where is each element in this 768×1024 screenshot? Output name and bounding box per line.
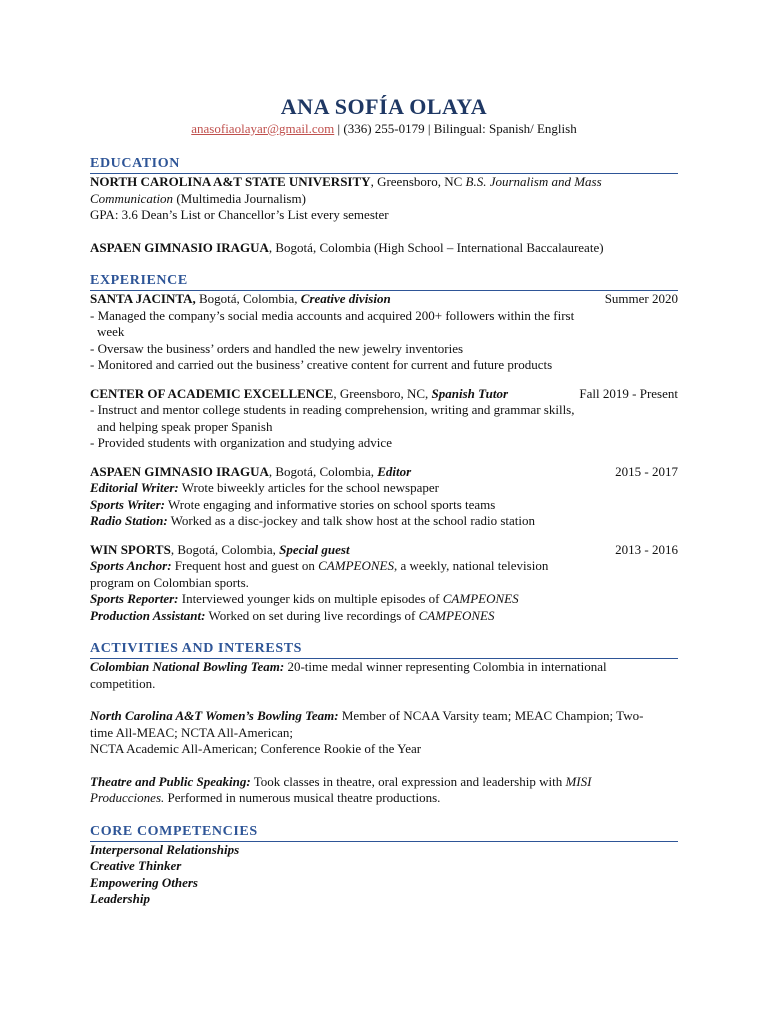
activity-item <box>90 774 678 807</box>
duty-line <box>90 558 678 591</box>
activity-label: North Carolina A&T Women’s Bowling Team: <box>90 708 339 723</box>
bullet: - Oversaw the business’ orders and handled the new jewelry inventories <box>90 340 464 356</box>
email-link[interactable]: anasofiaolayar@gmail.com <box>191 121 335 136</box>
duty-text: Frequent host and guest on <box>171 558 319 573</box>
duty-line <box>90 513 678 530</box>
org-name: WIN SPORTS <box>90 541 171 557</box>
org-name: SANTA JACINTA, <box>90 291 196 306</box>
duty-line <box>90 480 678 497</box>
activity-label: Theatre and Public Speaking: <box>90 773 251 789</box>
competency-item: Interpersonal Relationships <box>90 841 240 857</box>
bullet: - Instruct and mentor college students in reading comprehension, writing and grammar skills, and helping speak proper Spanish <box>90 402 575 434</box>
org-location: , Bogotá, Colombia, <box>170 541 280 557</box>
activity-text: Performed in numerous musical theatre productions. <box>164 790 441 805</box>
activity-item <box>90 659 678 692</box>
activity-text: Took classes in theatre, oral expression and leadership with <box>250 773 566 789</box>
duty-line <box>90 608 678 625</box>
duty-label: Sports Writer: <box>90 496 166 512</box>
school-name: ASPAEN GIMNASIO IRAGUA <box>90 239 269 255</box>
org-location: , Greensboro, NC, <box>333 385 432 401</box>
job-date: 2015 - 2017 <box>615 463 678 479</box>
education-heading: EDUCATION <box>90 155 678 174</box>
activity-item <box>90 708 678 741</box>
duty-label: Sports Reporter: <box>90 591 179 606</box>
job-header <box>90 386 678 403</box>
competency-item: Leadership <box>90 891 150 906</box>
activity-text: Member of NCAA Varsity team; MEAC Champion; Two-time All-MEAC; NCTA All-American; <box>90 708 644 740</box>
education-entry-2 <box>90 240 678 257</box>
experience-heading: EXPERIENCE <box>90 272 678 291</box>
show-title: CAMPEONES <box>442 591 519 606</box>
school-location: , Greensboro, NC <box>370 174 466 189</box>
school-details: , Bogotá, Colombia (High School – International Baccalaureate) <box>268 239 604 255</box>
duty-label: Editorial Writer: <box>90 480 179 495</box>
candidate-name: ANA SOFÍA OLAYA <box>280 94 488 119</box>
duty-text: Wrote biweekly articles for the school newspaper <box>178 480 439 495</box>
competency-item: Creative Thinker <box>90 858 182 873</box>
role: Spanish Tutor <box>431 385 509 401</box>
org-name: ASPAEN GIMNASIO IRAGUA <box>90 463 269 479</box>
resume-body <box>90 155 678 908</box>
competency-item: Empowering Others <box>90 874 198 890</box>
contact-line <box>0 121 768 137</box>
job-date: Summer 2020 <box>604 291 678 306</box>
org-name: CENTER OF ACADEMIC EXCELLENCE <box>90 385 334 401</box>
job-header <box>90 291 678 308</box>
role: Special guest <box>279 541 350 557</box>
duty-line <box>90 497 678 514</box>
duty-label: Production Assistant: <box>90 607 206 623</box>
role: Editor <box>377 463 412 479</box>
job-header <box>90 542 678 559</box>
duty-text: , a weekly, national television program on Colombian sports. <box>90 558 549 590</box>
job-date: 2013 - 2016 <box>615 541 678 557</box>
school-name: NORTH CAROLINA A&T STATE UNIVERSITY <box>90 174 371 189</box>
role: Creative division <box>300 291 391 306</box>
degree: B.S. Journalism and Mass Communication <box>90 174 602 206</box>
show-title: CAMPEONES <box>418 607 495 623</box>
concentration: (Multimedia Journalism) <box>173 190 306 206</box>
bullet: - Managed the company’s social media accounts and acquired 200+ followers within the first week <box>90 307 575 339</box>
activities-heading: ACTIVITIES AND INTERESTS <box>90 640 678 659</box>
job-date: Fall 2019 - Present <box>579 385 678 401</box>
duty-line <box>90 591 678 608</box>
activity-label: Colombian National Bowling Team: <box>90 659 285 674</box>
bullet: - Monitored and carried out the business’ creative content for current and future products <box>90 357 553 372</box>
duty-label: Radio Station: <box>90 513 168 528</box>
activity-line: NCTA Academic All-American; Conference Rookie of the Year <box>90 741 422 756</box>
bullet: - Provided students with organization and studying advice <box>90 435 392 450</box>
org-location: Bogotá, Colombia, <box>195 291 301 306</box>
contact-details: | (336) 255-0179 | Bilingual: Spanish/ English <box>334 121 577 136</box>
education-entry-1 <box>90 174 678 207</box>
duty-text: Worked on set during live recordings of <box>205 607 419 623</box>
competencies-heading: CORE COMPETENCIES <box>90 823 678 842</box>
gpa: GPA: 3.6 Dean’s List or Chancellor’s List every semester <box>90 207 389 222</box>
org-location: , Bogotá, Colombia, <box>268 463 378 479</box>
duty-label: Sports Anchor: <box>90 558 172 573</box>
show-title: CAMPEONES <box>318 558 394 573</box>
duty-text: Worked as a disc-jockey and talk show host at the school radio station <box>167 513 535 528</box>
duty-text: Wrote engaging and informative stories on school sports teams <box>165 496 496 512</box>
job-header <box>90 464 678 481</box>
duty-text: Interviewed younger kids on multiple episodes of <box>178 591 443 606</box>
activity-text: 20-time medal winner representing Colombia in international competition. <box>90 659 607 691</box>
company-name: MISI Producciones. <box>90 773 592 805</box>
